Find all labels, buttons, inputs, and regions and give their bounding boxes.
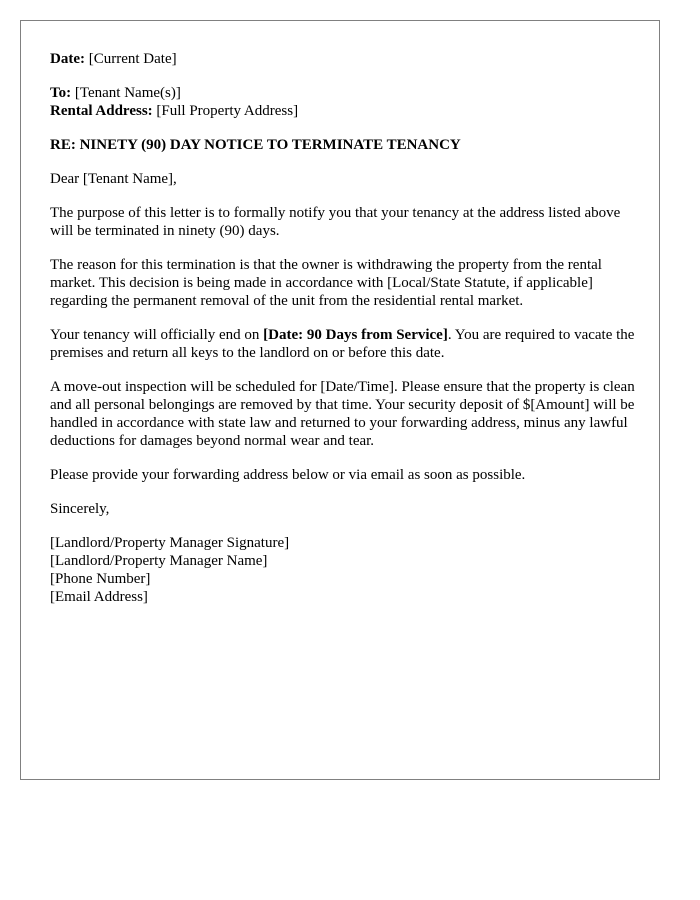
- subject-line: RE: NINETY (90) DAY NOTICE TO TERMINATE TENANCY: [50, 137, 461, 153]
- to-label: To:: [50, 85, 72, 101]
- to-line: [50, 84, 640, 102]
- date-label: Date:: [50, 51, 85, 67]
- signature-block: [50, 534, 640, 606]
- closing: Sincerely,: [50, 501, 110, 517]
- date-line: [50, 50, 640, 68]
- letter-page: [20, 20, 660, 780]
- paragraph-notice: The purpose of this letter is to formally notify you that your tenancy at the address listed above will be terminated in ninety (90) days.: [50, 205, 621, 239]
- email-address-line: [Email Address]: [50, 589, 148, 605]
- recipient-block: [50, 84, 640, 120]
- paragraph-inspection: A move-out inspection will be scheduled for [Date/Time]. Please ensure that the property is clean and all personal belongings are removed by that time. Your security deposit of $[Amount] will be handled in accordance with state law and returned to your forwarding address, minus any lawful deductions for damages beyond normal wear and tear.: [50, 379, 635, 449]
- end-date-text-before: Your tenancy will officially end on: [50, 327, 264, 343]
- end-date-value: [Date: 90 Days from Service]: [263, 327, 448, 343]
- signature-line: [Landlord/Property Manager Signature]: [50, 535, 290, 551]
- phone-number-line: [Phone Number]: [50, 571, 151, 587]
- paragraph-forwarding: Please provide your forwarding address below or via email as soon as possible.: [50, 467, 526, 483]
- paragraph-reason: The reason for this termination is that the owner is withdrawing the property from the rental market. This decision is being made in accordance with [Local/State Statute, if applicable] regarding the permanent removal of the unit from the residential rental market.: [50, 257, 602, 309]
- date-value: [Current Date]: [84, 51, 177, 67]
- rental-address-line: [50, 102, 640, 120]
- landlord-name-line: [Landlord/Property Manager Name]: [50, 553, 268, 569]
- salutation: Dear [Tenant Name],: [50, 171, 177, 187]
- rental-address-value: [Full Property Address]: [152, 103, 299, 119]
- paragraph-end-date: [50, 326, 640, 362]
- end-date-text-after: . You are required to vacate the premises and return all keys to the landlord on or before this date.: [50, 327, 635, 361]
- letter-content: [50, 50, 640, 622]
- rental-address-label: Rental Address:: [50, 103, 153, 119]
- to-value: [Tenant Name(s)]: [71, 85, 181, 101]
